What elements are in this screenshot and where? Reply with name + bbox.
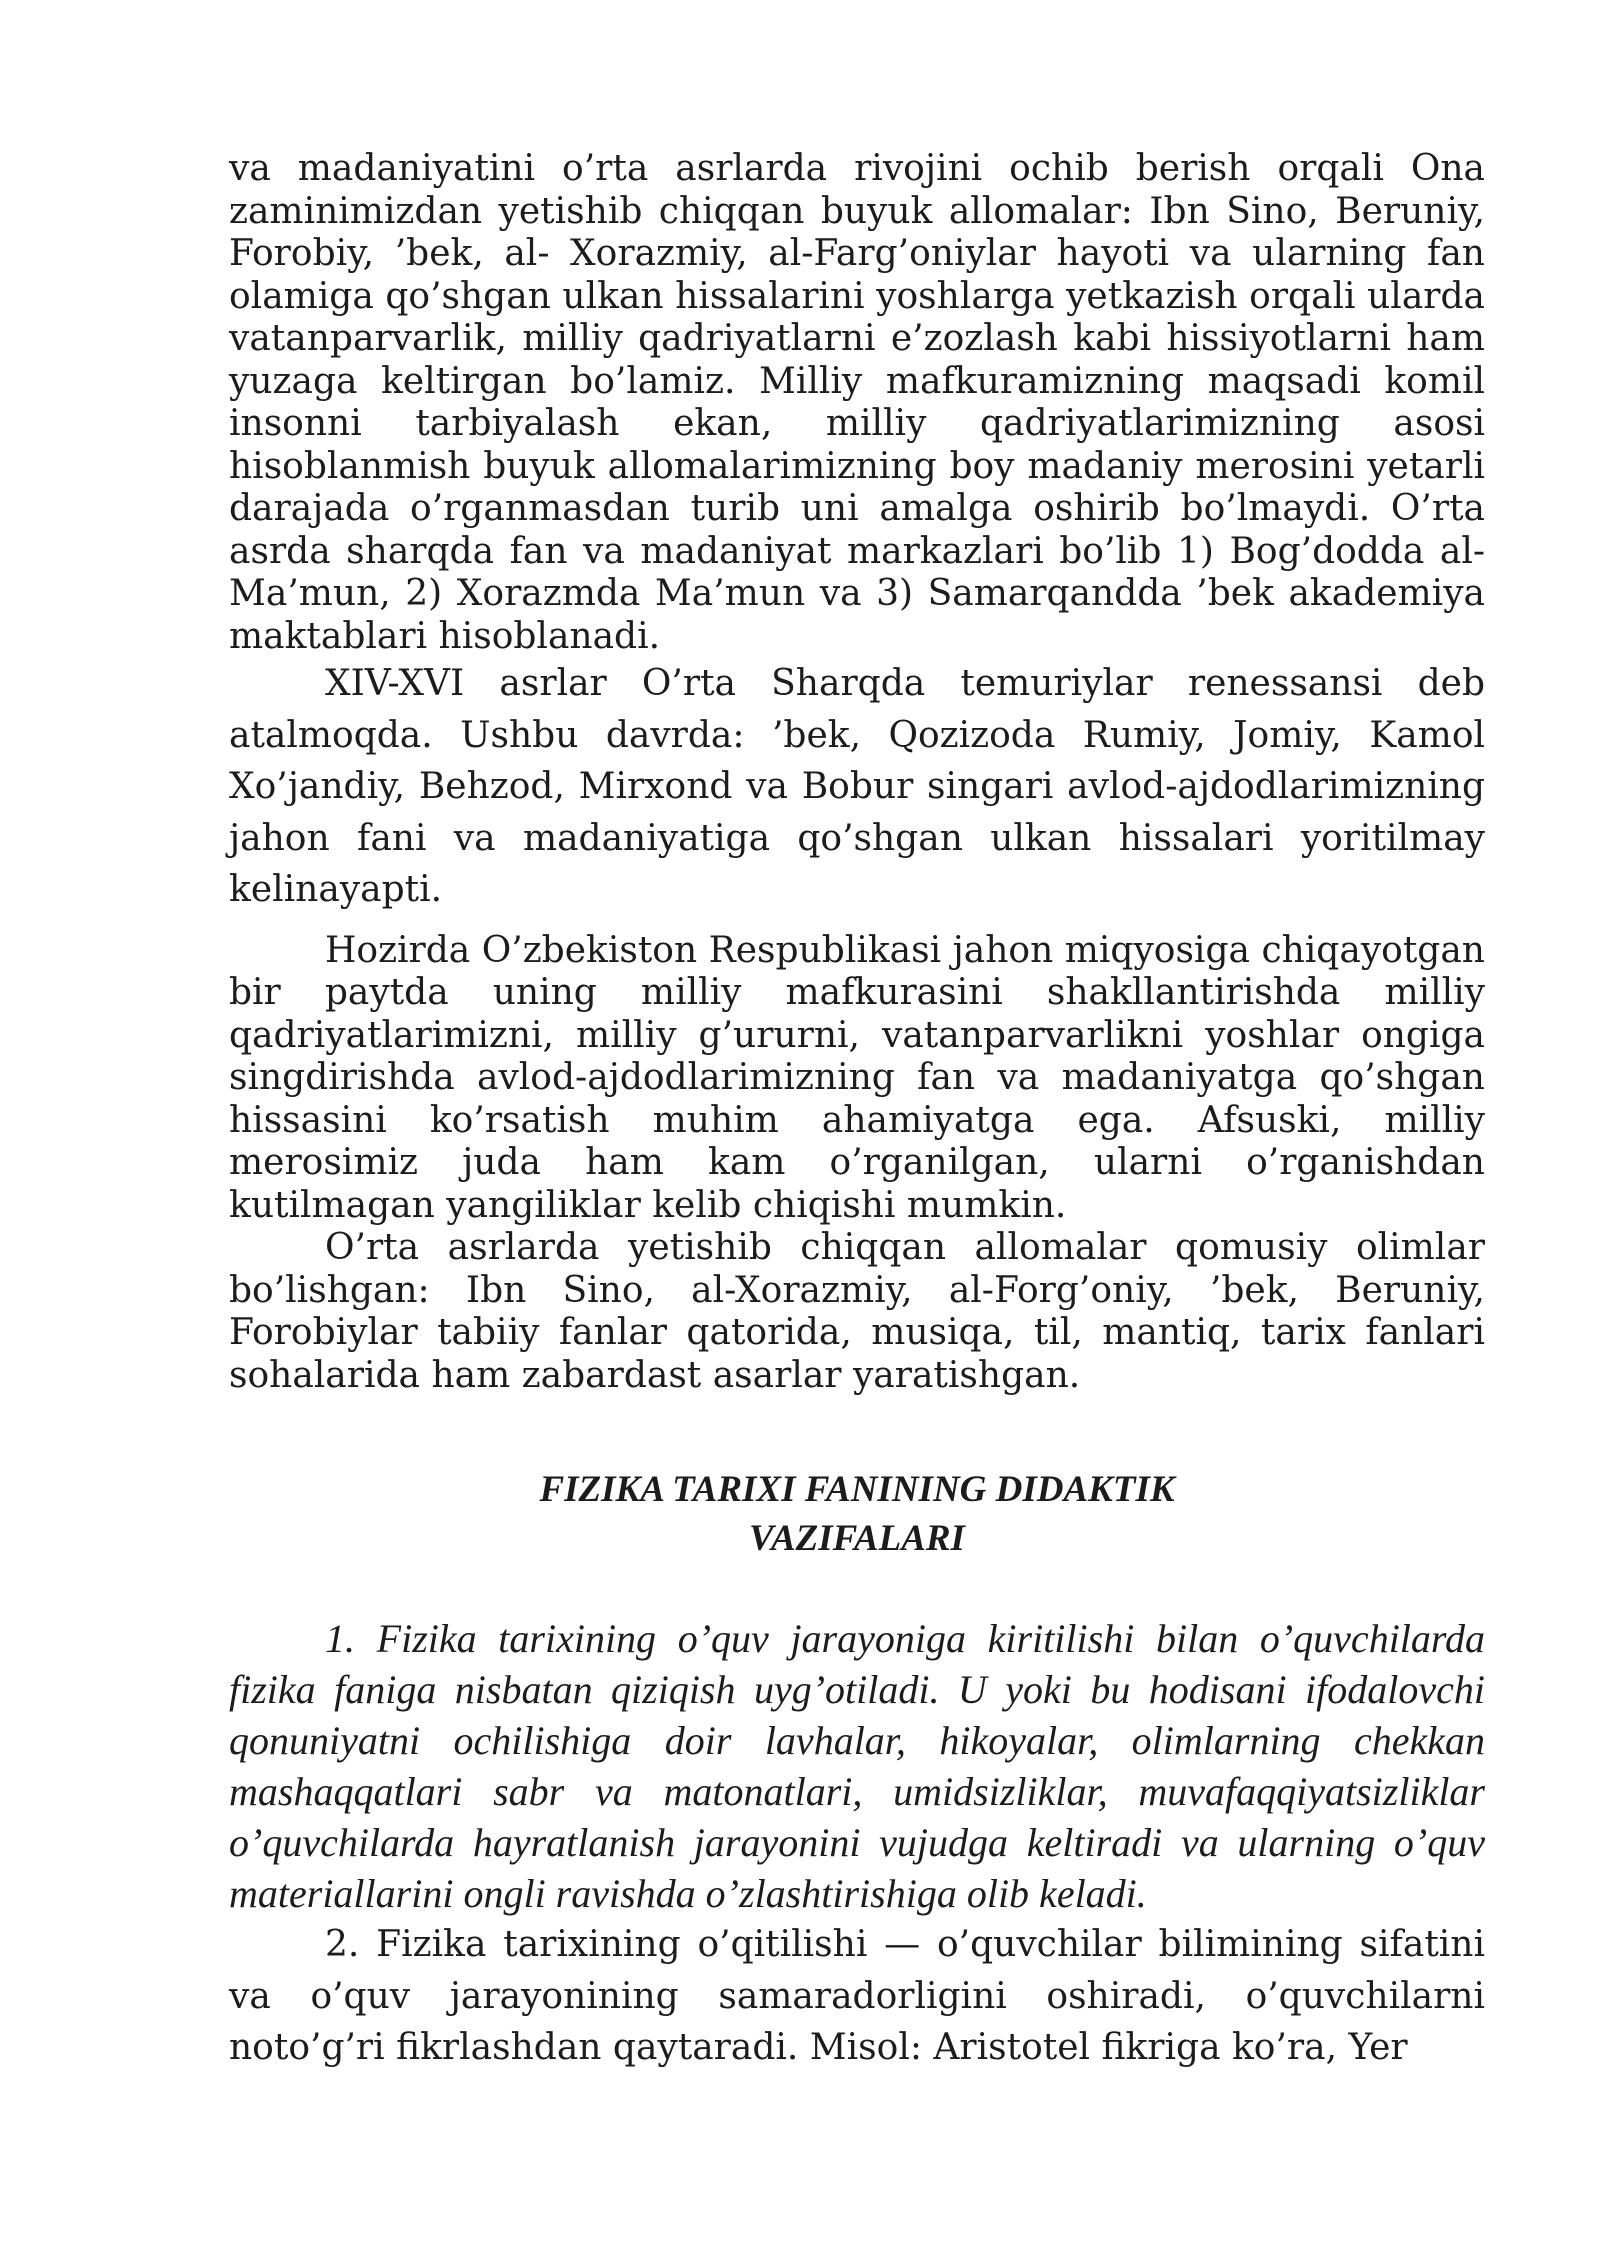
paragraph-3: Hozirda O’zbekiston Respublikasi jahon miqyosiga chiqayotgan bir paytda uning milliy mafkurasini shakllantirishda milliy qadriyatlarimizni, milliy g’ururni, vatanparvarlikni yoshlar ongiga singdirishda avlod-ajdodlarimizning fan va madaniyatga qo’shgan hissasini ko’rsatish muhim ahamiyatga ega. Afsuski, milliy merosimiz juda ham kam o’rganilgan, ularni o’rganishdan kutilmagan yangiliklar kelib chiqishi mumkin. [229,929,1485,1226]
list-item-2: 2. Fizika tarixining o’qitilishi — o’quvchilar bilimining sifatini va o’quv jarayonining samaradorligini oshiradi, o’quvchilarni noto’g’ri fikrlashdan qaytaradi. Misol: Aristotel fikriga ko’ra, Yer [229,1924,1485,2068]
section-heading-line-1: FIZIKA TARIXI FANINING DIDAKTIK [539,1469,1175,1510]
section-heading-line-2: VAZIFALARI [749,1518,965,1559]
paragraph-4: O’rta asrlarda yetishib chiqqan allomalar qomusiy olimlar bo’lishgan: Ibn Sino, al-Xorazmiy, al-Forg’oniy, ’bek, Beruniy, Forobiylar tabiiy fanlar qatorida, musiqa, til, mantiq, tarix fanlari sohalarida ham zabardast asarlar yaratishgan. [229,1227,1485,1396]
paragraph-1: va madaniyatini o’rta asrlarda rivojini ochib berish orqali Ona zaminimizdan yetishib chiqqan buyuk allomalar: Ibn Sino, Beruniy, Forobiy, ’bek, al- Xorazmiy, al-Farg’oniylar hayoti va ularning fan olamiga qo’shgan ulkan hissalarini yoshlarga yetkazish orqali ularda vatanparvarlik, milliy qadriyatlarni e’zozlash kabi hissiyotlarni ham yuzaga keltirgan bo’lamiz. Milliy mafkuramizning maqsadi komil insonni tarbiyalash ekan, milliy qadriyatlarimizning asosi hisoblanmish buyuk allomalarimizning boy madaniy merosini yetarli darajada o’rganmasdan turib uni amalga oshirib bo’lmaydi. O’rta asrda sharqda fan va madaniyat markazlari bo’lib 1) Bog’dodda al-Ma’mun, 2) Xorazmda Ma’mun va 3) Samarqandda ’bek akademiya maktablari hisoblanadi. [229,148,1485,657]
paragraph-2: XIV-XVI asrlar O’rta Sharqda temuriylar renessansi deb atalmoqda. Ushbu davrda: ’bek, Qozizoda Rumiy, Jomiy, Kamol Xo’jandiy, Behzod, Mirxond va Bobur singari avlod-ajdodlarimizning jahon fani va madaniyatiga qo’shgan ulkan hissalari yoritilmay kelinayapti. [229,663,1485,910]
document-page [229,148,1485,2074]
section-heading [229,1465,1485,1563]
list-item-1: 1. Fizika tarixining o’quv jarayoniga kiritilishi bilan o’quvchilarda fizika faniga nisbatan qiziqish uyg’otiladi. U yoki bu hodisani ifodalovchi qonuniyatni ochilishiga doir lavhalar, hikoyalar, olimlarning chekkan mashaqqatlari sabr va matonatlari, umidsizliklar, muvafaqqiyatsizliklar o’quvchilarda hayratlanish jarayonini vujudga keltiradi va ularning o’quv materiallarini ongli ravishda o’zlashtirishiga olib keladi. [229,1616,1485,1916]
